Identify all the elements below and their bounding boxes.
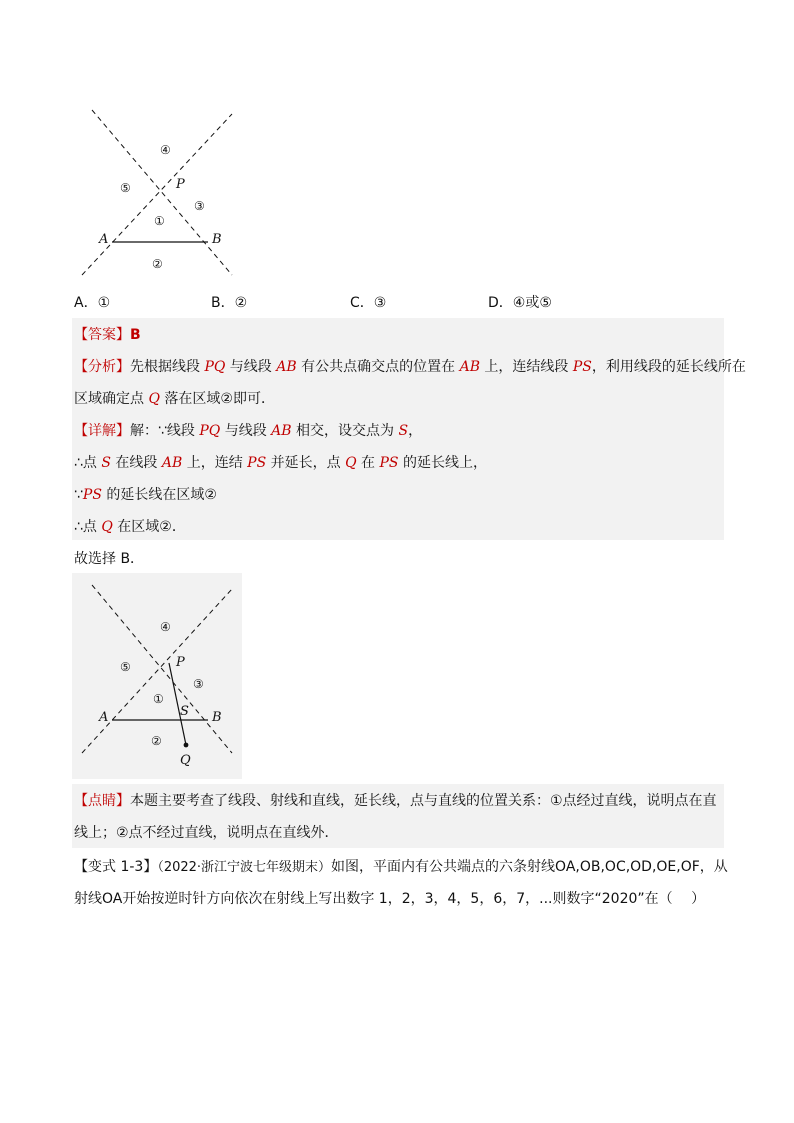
detail-line-3 — [74, 484, 217, 504]
detail-text: 在区域②． — [112, 519, 186, 535]
comment-tag: 【点睛】 — [74, 793, 130, 809]
detail-tag: 【详解】 — [74, 423, 130, 439]
analysis-pq: PQ — [204, 359, 226, 375]
comment-line-1 — [74, 790, 717, 810]
detail-text: ∴点 — [74, 519, 102, 535]
dashed-line-right — [92, 585, 232, 753]
dashed-line-left — [82, 589, 232, 753]
option-c[interactable] — [350, 292, 386, 312]
option-b-letter: B． — [211, 295, 235, 311]
option-a-letter: A． — [74, 295, 98, 311]
region-2: ② — [152, 257, 163, 271]
detail-text: 与线段 — [220, 423, 272, 439]
analysis-text: ，利用线段的延长线所在 — [591, 359, 746, 375]
detail-conclusion: 故选择 B． — [74, 551, 145, 567]
comment-text: 本题主要考查了线段、射线和直线，延长线，点与直线的位置关系：①点经过直线，说明点在直 — [130, 793, 717, 809]
figure-2 — [72, 575, 242, 775]
label-b: B — [212, 710, 222, 725]
label-s: S — [180, 704, 189, 719]
dashed-line-left — [82, 114, 232, 275]
variant-line-2: 射线OA开始按逆时针方向依次在射线上写出数字 1，2，3，4，5，6，7，...则数字“2020”在（ ） — [74, 891, 706, 907]
detail-line-1 — [74, 420, 422, 440]
answer-tag: 【答案】 — [74, 327, 130, 343]
region-5: ⑤ — [120, 181, 131, 195]
option-d[interactable] — [488, 292, 552, 312]
detail-text: ， — [408, 423, 423, 439]
label-a: A — [99, 710, 109, 725]
detail-ps: PS — [82, 487, 102, 503]
label-b: B — [212, 232, 222, 247]
detail-line-2 — [74, 452, 487, 472]
label-p: P — [176, 177, 185, 192]
analysis-ps: PS — [572, 359, 592, 375]
figure-1 — [72, 100, 247, 280]
label-q: Q — [180, 753, 191, 768]
variant-text: 如图，平面内有公共端点的六条射线OA,OB,OC,OD,OE,OF，从 — [331, 859, 728, 875]
variant-tag: 【变式 1-3】 — [74, 859, 158, 875]
variant-line-1 — [74, 856, 728, 876]
detail-text: 并延长，点 — [266, 455, 346, 471]
analysis-text: 落在区域②即可． — [159, 391, 275, 407]
detail-text: 上，连结 — [182, 455, 248, 471]
detail-text: 的延长线在区域② — [101, 487, 217, 503]
option-a[interactable] — [74, 292, 110, 312]
analysis-ab: AB — [276, 359, 297, 375]
analysis-text: 与线段 — [225, 359, 277, 375]
analysis-tag: 【分析】 — [74, 359, 130, 375]
detail-text: ∵ — [74, 487, 83, 503]
region-1: ① — [153, 692, 164, 706]
option-d-value: ④或⑤ — [512, 295, 552, 311]
detail-q: Q — [345, 455, 357, 471]
analysis-text: 先根据线段 — [130, 359, 205, 375]
option-b-value: ② — [234, 295, 248, 311]
variant-source: （2022·浙江宁波七年级期末） — [157, 860, 332, 875]
detail-text: 的延长线上， — [398, 455, 487, 471]
region-4: ④ — [160, 620, 171, 634]
detail-q: Q — [101, 519, 113, 535]
point-q — [184, 743, 189, 748]
label-a: A — [99, 232, 109, 247]
region-5: ⑤ — [120, 660, 131, 674]
analysis-text: 有公共点确交点的位置在 — [296, 359, 460, 375]
region-3: ③ — [193, 677, 204, 691]
dashed-line-right — [92, 110, 232, 275]
detail-text: 解：∵线段 — [130, 423, 200, 439]
detail-text: 在 — [356, 455, 380, 471]
analysis-text: 上，连结线段 — [479, 359, 573, 375]
comment-line-2: 线上；②点不经过直线，说明点在直线外． — [74, 825, 339, 841]
option-d-letter: D． — [488, 295, 513, 311]
detail-ps: PS — [379, 455, 399, 471]
detail-s: S — [101, 455, 111, 471]
detail-line-4 — [74, 516, 186, 536]
region-1: ① — [154, 214, 165, 228]
detail-s: S — [398, 423, 409, 439]
detail-pq: PQ — [199, 423, 221, 439]
detail-text: 在线段 — [110, 455, 162, 471]
label-p: P — [176, 655, 185, 670]
detail-ab: AB — [271, 423, 292, 439]
region-3: ③ — [194, 199, 205, 213]
region-4: ④ — [160, 143, 171, 157]
option-c-letter: C． — [350, 295, 374, 311]
analysis-line-1 — [74, 356, 746, 376]
analysis-line-2 — [74, 388, 275, 408]
answer-value: B — [130, 327, 141, 343]
option-b[interactable] — [211, 292, 247, 312]
analysis-q: Q — [148, 391, 160, 407]
detail-text: ∴点 — [74, 455, 102, 471]
detail-text: 相交，设交点为 — [291, 423, 399, 439]
region-2: ② — [151, 734, 162, 748]
detail-ab: AB — [161, 455, 183, 471]
answer-line — [74, 324, 141, 344]
analysis-ab: AB — [459, 359, 480, 375]
option-a-value: ① — [97, 295, 111, 311]
analysis-text: 区域确定点 — [74, 391, 149, 407]
option-c-value: ③ — [373, 295, 387, 311]
detail-ps: PS — [247, 455, 267, 471]
